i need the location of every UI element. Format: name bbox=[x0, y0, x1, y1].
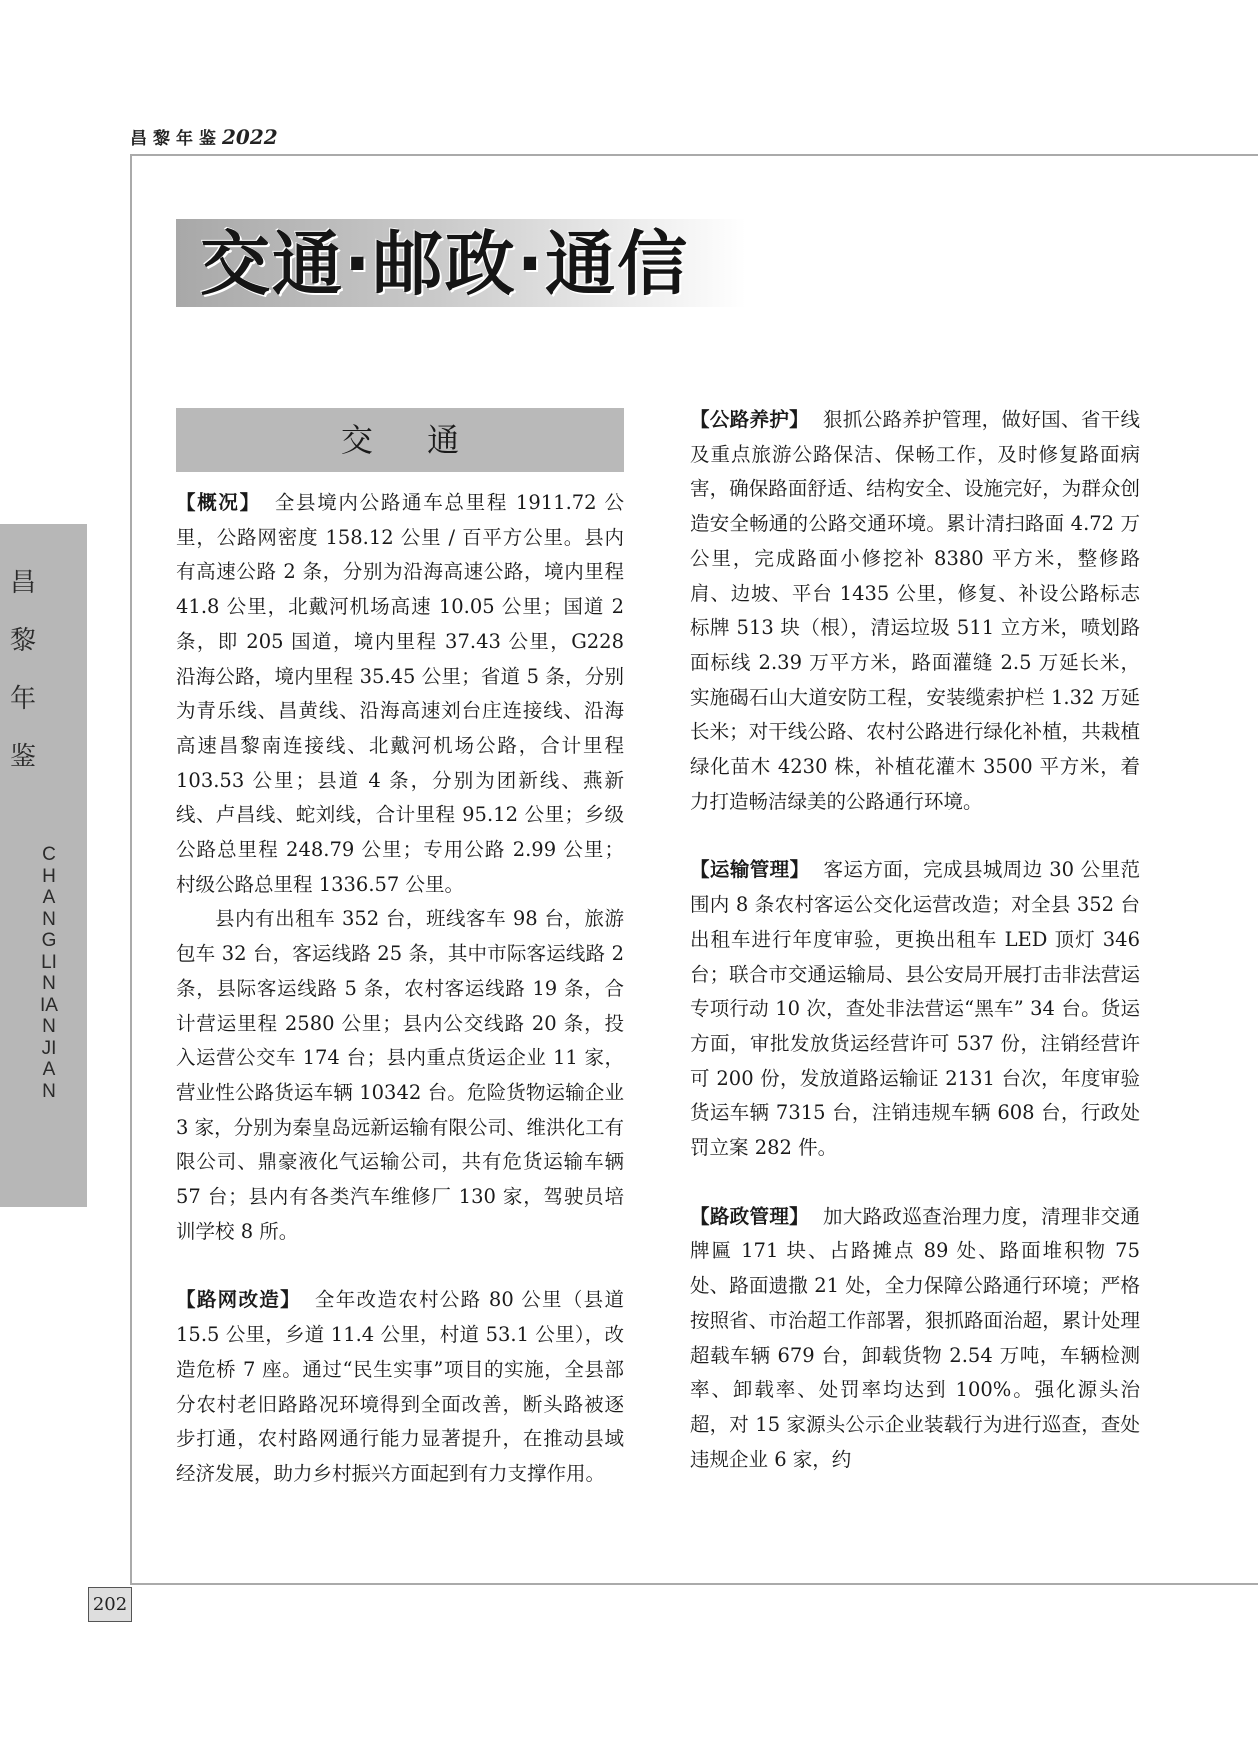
header-year: 2022 bbox=[222, 125, 278, 149]
paragraph-label: 【运输管理】 bbox=[690, 858, 810, 882]
page-frame-bottom bbox=[130, 1583, 1258, 1585]
paragraph-text: 全年改造农村公路 80 公里（县道 15.5 公里，乡道 11.4 公里，村道 53.1 公里），改造危桥 7 座。通过“民生实事”项目的实施，全县部分农村老旧路路况环境得到全面改善，断头路被逐步打通，农村路网通行能力显著提升，在推动县域经济发展，助力乡村振兴方面起到有力支撑作用。 bbox=[176, 1288, 624, 1485]
right-column bbox=[690, 403, 1140, 1477]
side-tab bbox=[0, 524, 87, 1207]
page-frame-top bbox=[130, 154, 1258, 156]
paragraph-label: 【公路养护】 bbox=[690, 408, 809, 431]
page-frame-left bbox=[130, 154, 132, 1584]
book-title: 昌黎年鉴 bbox=[130, 129, 222, 149]
paragraph-text: 狠抓公路养护管理，做好国、省干线及重点旅游公路保洁、保畅工作，及时修复路面病害，确保路面舒适、结构安全、设施完好，为群众创造安全畅通的公路交通环境。累计清扫路面 4.72 万公里，完成路面小修挖补 8380 平方米，整修路肩、边坡、平台 1435 公里，修复、补设公路标志标牌 513 块（根），清运垃圾 511 立方米，喷划路面标线 2.39 万平方米，路面灌缝 2.5 万延长米，实施碣石山大道安防工程，安装缆索护栏 1.32 万延长米；对干线公路、农村公路进行绿化补植，共栽植绿化苗木 4230 株，补植花灌木 3500 平方米，着力打造畅洁绿美的公路通行环境。 bbox=[690, 408, 1140, 813]
paragraph-label: 【路政管理】 bbox=[690, 1204, 809, 1228]
paragraph-transport bbox=[690, 853, 1140, 1165]
paragraph-text: 客运方面，完成县城周边 30 公里范围内 8 条农村客运公交化运营改造；对全县 352 台出租车进行年度审验，更换出租车 LED 顶灯 346 台；联合市交通运输局、县公安局开展打击非法营运专项行动 10 次，查处非法营运“黑车” 34 台。货运方面，审批发放货运经营许可 537 份，注销经营许可 200 份，发放道路运输证 2131 台次，年度审验货运车辆 7315 台，注销违规车辆 608 台，行政处罚立案 282 件。 bbox=[690, 858, 1140, 1160]
paragraph-label: 【路网改造】 bbox=[176, 1288, 301, 1312]
paragraph-road-network bbox=[176, 1283, 624, 1491]
paragraph-road-admin bbox=[690, 1200, 1140, 1478]
running-header bbox=[130, 124, 278, 149]
paragraph-text: 加大路政巡查治理力度，清理非交通牌匾 171 块、占路摊点 89 处、路面堆积物 75 处、路面遗撒 21 处，全力保障公路通行环境；严格按照省、市治超工作部署，狠抓路面治超，累计处理超载车辆 679 台，卸载货物 2.54 万吨，车辆检测率、卸载率、处罚率均达到 100%。强化源头治超，对 15 家源头公示企业装载行为进行巡查，查处违规企业 6 家，约 bbox=[690, 1204, 1140, 1471]
page-number: 202 bbox=[88, 1587, 132, 1622]
paragraph-maintenance bbox=[690, 403, 1140, 819]
paragraph-overview-2: 县内有出租车 352 台，班线客车 98 台，旅游包车 32 台，客运线路 25 条，其中市际客运线路 2 条，县际客运线路 5 条，农村客运线路 19 条，合计营运里程 2580 公里；县内公交线路 20 条，投入运营公交车 174 台；县内重点货运企业 11 家，营业性公路货运车辆 10342 台。危险货物运输企业 3 家，分别为秦皇岛远新运输有限公司、维洪化工有限公司、鼎豪液化气运输公司，共有危货运输车辆 57 台；县内有各类汽车维修厂 130 家，驾驶员培训学校 8 所。 bbox=[176, 907, 624, 1243]
chapter-title: 交通·邮政·通信 bbox=[200, 223, 690, 305]
paragraph-overview bbox=[176, 486, 624, 902]
paragraph-text: 全县境内公路通车总里程 1911.72 公里，公路网密度 158.12 公里 / 百平方公里。县内有高速公路 2 条，分别为沿海高速公路，境内里程 41.8 公里，北戴河机场高速 10.05 公里；国道 2 条，即 205 国道，境内里程 37.43 公里，G228 沿海公路，境内里程 35.45 公里；省道 5 条，分别为青乐线、昌黄线、沿海高速刘台庄连接线、沿海高速昌黎南连接线、北戴河机场公路，合计里程 103.53 公里；县道 4 条，分别为团新线、燕新线、卢昌线、蛇刘线，合计里程 95.12 公里；乡级公路总里程 248.79 公里；专用公路 2.99 公里；村级公路总里程 1336.57 公里。 bbox=[176, 491, 624, 896]
left-column bbox=[176, 486, 624, 1492]
paragraph-label: 【概况】 bbox=[176, 491, 261, 514]
side-tab-pinyin: CHANGLINIANJIAN bbox=[40, 844, 58, 1102]
side-tab-chinese: 昌 黎 年 鉴 bbox=[9, 568, 36, 772]
section-title: 交 通 bbox=[340, 421, 482, 459]
section-header bbox=[176, 408, 624, 472]
